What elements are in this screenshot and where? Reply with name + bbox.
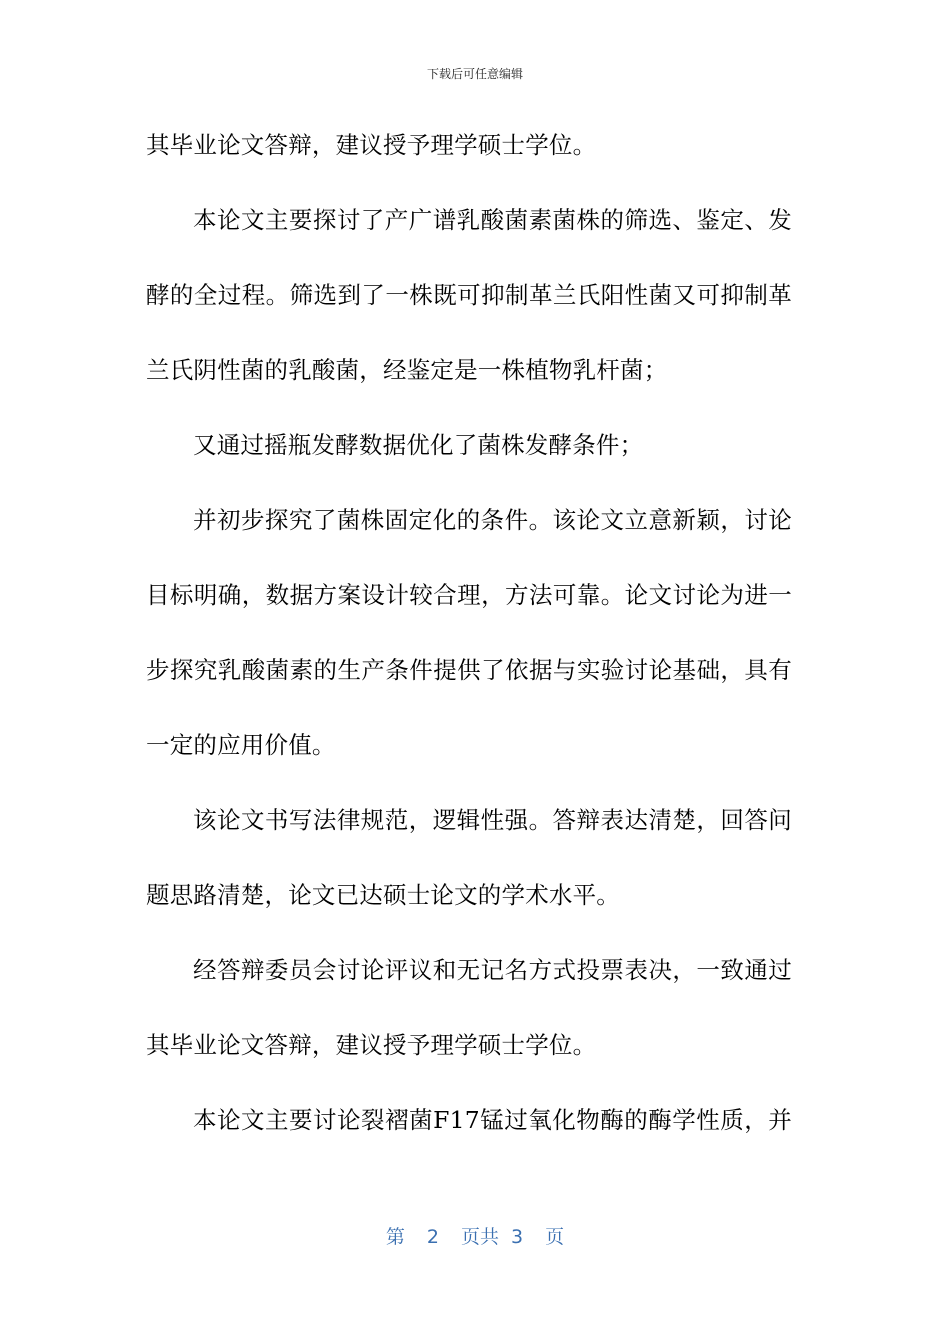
text-line: 该论文书写法律规范，逻辑性强。答辩表达清楚，回答问 <box>193 806 792 834</box>
text-line: 其毕业论文答辩，建议授予理学硕士学位。 <box>146 1031 597 1059</box>
text-line: 本论文主要讨论裂褶菌F17锰过氧化物酶的酶学性质，并 <box>193 1106 792 1134</box>
footer-prefix: 第 <box>385 1226 405 1248</box>
text-line: 步探究乳酸菌素的生产条件提供了依据与实验讨论基础，具有 <box>146 656 792 684</box>
text-line: 又通过摇瓶发酵数据优化了菌株发酵条件； <box>193 431 644 459</box>
page-header-note: 下载后可任意编辑 <box>426 67 523 81</box>
text-line: 一定的应用价值。 <box>146 731 336 759</box>
text-line: 题思路清楚，论文已达硕士论文的学术水平。 <box>146 881 620 909</box>
page-footer <box>0 1222 950 1252</box>
text-line: 并初步探究了菌株固定化的条件。该论文立意新颖，讨论 <box>193 506 792 534</box>
text-line: 其毕业论文答辩，建议授予理学硕士学位。 <box>146 131 597 159</box>
footer-page-number: 2 <box>426 1226 439 1248</box>
footer-total-pages: 3 <box>511 1226 524 1248</box>
text-line: 酵的全过程。筛选到了一株既可抑制革兰氏阳性菌又可抑制革 <box>146 281 792 309</box>
footer-middle: 页共 <box>460 1226 499 1248</box>
text-line: 兰氏阴性菌的乳酸菌，经鉴定是一株植物乳杆菌； <box>146 356 668 384</box>
text-line: 经答辩委员会讨论评议和无记名方式投票表决，一致通过 <box>193 956 792 984</box>
document-body <box>146 120 792 1170</box>
text-line: 本论文主要探讨了产广谱乳酸菌素菌株的筛选、鉴定、发 <box>193 206 792 234</box>
text-line: 目标明确，数据方案设计较合理，方法可靠。论文讨论为进一 <box>146 581 792 609</box>
footer-suffix: 页 <box>545 1226 565 1248</box>
